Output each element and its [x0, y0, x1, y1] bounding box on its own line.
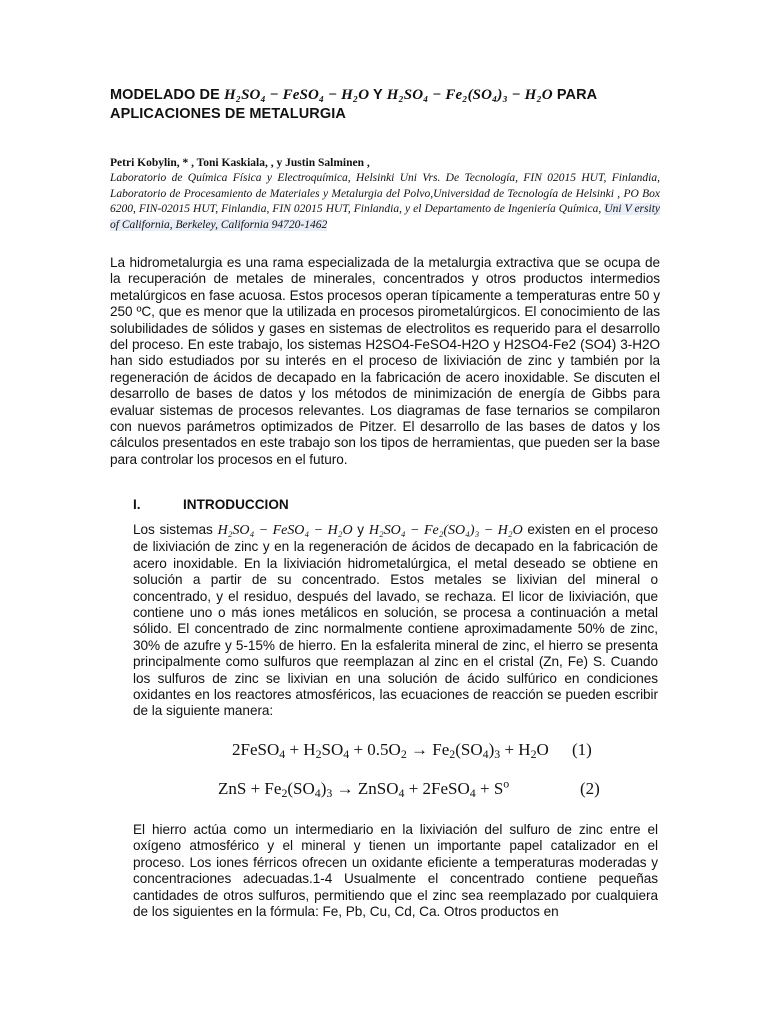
- intro-formula-1: H₂SO₄ − FeSO₄ − H₂O: [217, 523, 353, 538]
- section-heading: [133, 497, 533, 512]
- affiliation-highlight: Uni V ersity of California, Berkeley, California 94720-1462: [110, 203, 660, 231]
- title-suffix: PARA: [552, 87, 598, 103]
- intro-lead: Los sistemas: [133, 522, 218, 537]
- intro-paragraph-2: El hierro actúa como un intermediario en la lixiviación del sulfuro de zinc entre el oxígeno atmosférico y el mineral y tienen un importante papel catalizador en el proceso. Los iones férricos ofrecen un oxidante eficiente a temperaturas moderadas y concentraciones adecuadas.1-4 Usualmente el concentrado contiene pequeñas cantidades de otros sulfuros, permitiendo que el zinc sea reemplazado por cualquiera de los siguientes en la fórmula: Fe, Pb, Cu, Cd, Ca. Otros productos en: [133, 822, 658, 920]
- equation-2-number: (2): [580, 779, 600, 798]
- section-title: INTRODUCCION: [183, 497, 289, 512]
- affiliation-text: Laboratorio de Química Física y Electroquímica, Helsinki Uni Vrs. De Tecnología, FIN 02015 HUT, Finlandia, Laboratorio de Procesamiento de Materiales y Metalurgia del Polvo,Universidad de Tecnología de Helsinki , PO Box 6200, FIN-02015 HUT, Finlandia, FIN 02015 HUT, Finlandia, y el Departamento de Ingeniería Química,: [110, 172, 660, 216]
- title-formula-2: H₂SO₄ − Fe₂(SO₄)₃ − H₂O: [386, 87, 553, 103]
- title-formula-1: H₂SO₄ − FeSO₄ − H₂O: [223, 87, 370, 103]
- equation-1-number: (1): [572, 740, 592, 759]
- author-list: Petri Kobylin, * , Toni Kaskiala, , y Justin Salminen ,: [110, 157, 370, 169]
- title-line-2: APLICACIONES DE METALURGIA: [110, 106, 346, 122]
- intro-paragraph-1: [133, 522, 658, 720]
- intro-mid: y: [352, 522, 369, 537]
- intro-formula-2: H₂SO₄ − Fe₂(SO₄)₃ − H₂O: [368, 523, 523, 538]
- affiliation: [110, 171, 660, 233]
- title-prefix: MODELADO DE: [110, 87, 224, 103]
- section-number: I.: [133, 497, 141, 512]
- intro-rest: existen en el proceso de lixiviación de zinc y en la regeneración de ácidos de decapado en la fabricación de acero inoxidable. En la lixiviación hidrometalúrgica, el metal deseado se obtiene en solución a partir de su concentrado. Estos metales se lixivian del mineral o concentrado, y el residuo, después del lavado, se rechaza. El licor de lixiviación, que contiene uno o más iones metálicos en solución, se procesa a continuación a metal sólido. El concentrado de zinc normalmente contiene aproximadamente 50% de zinc, 30% de azufre y 5-15% de hierro. En la esfalerita mineral de zinc, el hierro se presenta principalmente como sulfuros que reemplazan al zinc en el cristal (Zn, Fe) S. Cuando los sulfuros de zinc se lixivian en una solución de ácido sulfúrico en condiciones oxidantes en los reactores atmosféricos, las ecuaciones de reacción se pueden escribir de la siguiente manera:: [133, 522, 658, 719]
- title-connector: Y: [369, 87, 387, 103]
- paper-title: [110, 86, 660, 124]
- equation-1: 2FeSO$_4$ + $H_2SO_4 + 0.5O_2 \to Fe_2(SO_4)_3 + H_2O$: [232, 740, 549, 761]
- equation-2: ZnS + $Fe_2(SO_4)_3$ → ZnSO$_4$ + 2FeSO$_4$ + $S^o$: [218, 776, 510, 800]
- abstract: La hidrometalurgia es una rama especializada de la metalurgia extractiva que se ocupa de la recuperación de metales de minerales, concentrados y otros productos intermedios metalúrgicos en fase acuosa. Estos procesos operan típicamente a temperaturas entre 50 y 250 ºC, que es menor que la utilizada en procesos pirometalúrgicos. El conocimiento de las solubilidades de sólidos y gases en sistemas de electrolitos es requerido para el desarrollo del proceso. En este trabajo, los sistemas H2SO4-FeSO4-H2O y H2SO4-Fe2 (SO4) 3-H2O han sido estudiados por su interés en el proceso de lixiviación de zinc y también por la regeneración de ácidos de decapado en la fabricación de acero inoxidable. Se discuten el desarrollo de bases de datos y los métodos de minimización de energía de Gibbs para evaluar sistemas de procesos relevantes. Los diagramas de fase ternarios se compilaron con nuevos parámetros optimizados de Pitzer. El desarrollo de las bases de datos y los cálculos presentados en este trabajo son los tipos de herramientas, que pueden ser la base para controlar los procesos en el futuro.: [110, 255, 660, 467]
